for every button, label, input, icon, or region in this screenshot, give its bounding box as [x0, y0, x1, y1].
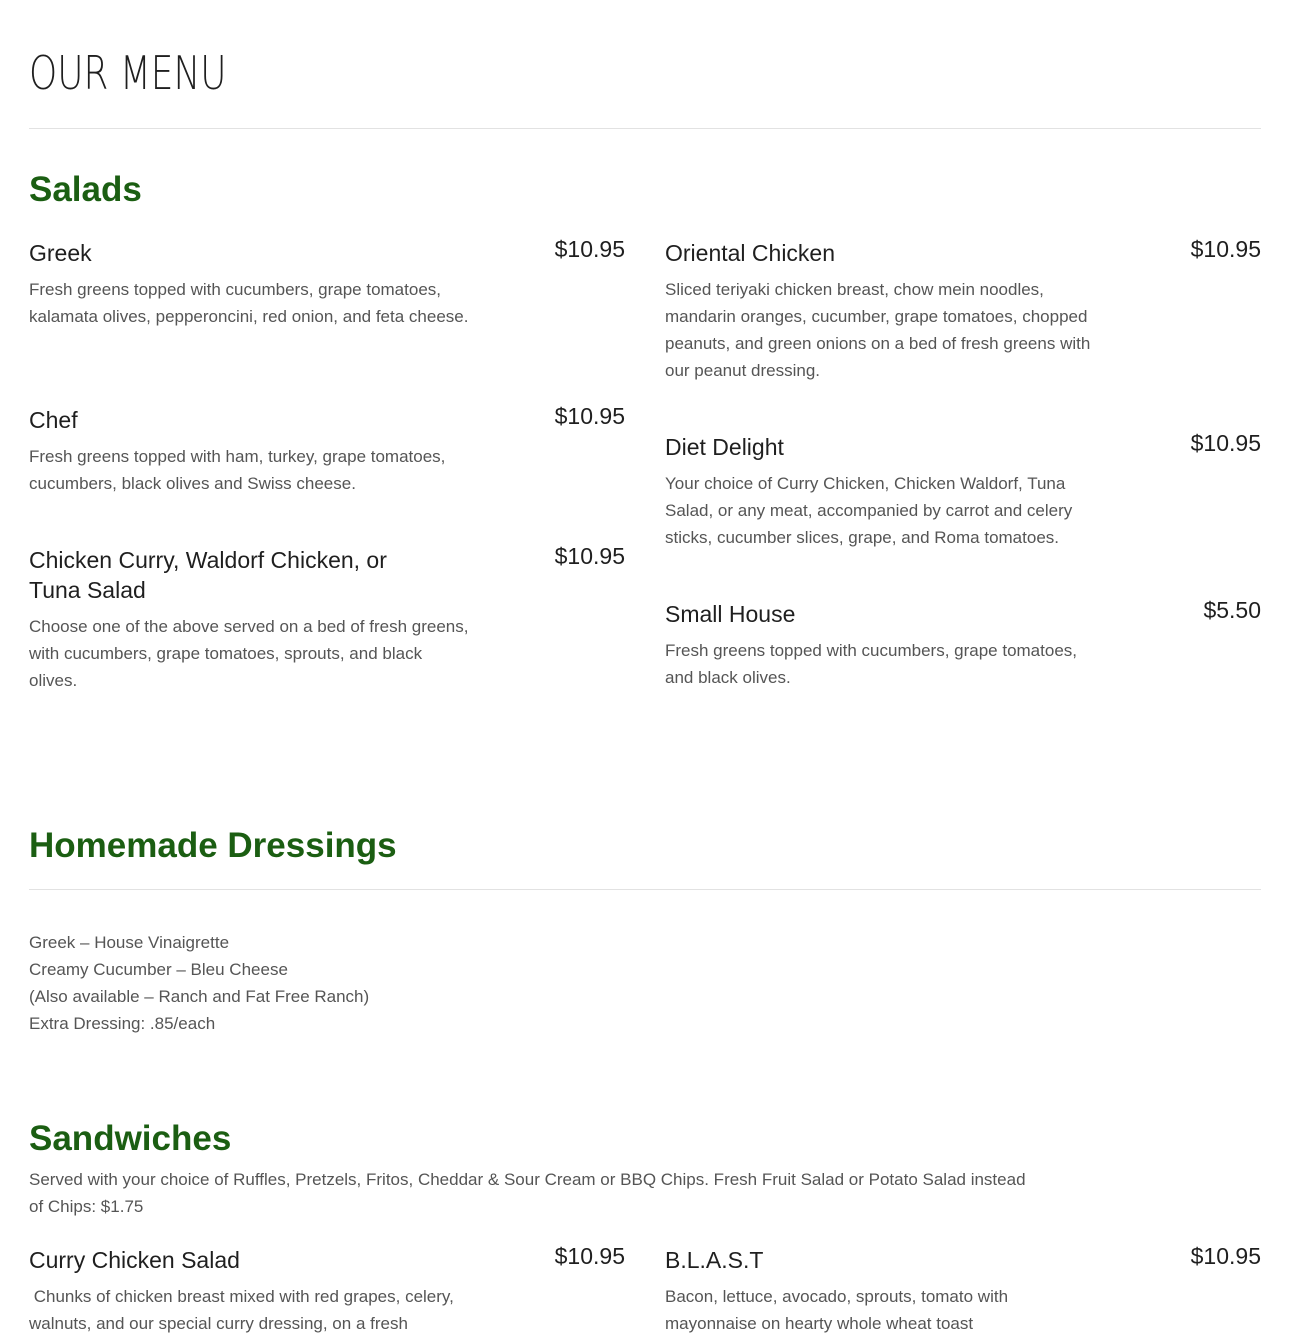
item-price: $10.95	[554, 236, 625, 262]
dressings-list	[29, 929, 369, 1037]
sandwiches-intro: Served with your choice of Ruffles, Pretzels, Fritos, Cheddar & Sour Cream or BBQ Chips. Fresh Fruit Salad or Potato Salad instead of Chips: $1.75	[29, 1170, 1026, 1216]
item-description: Choose one of the above served on a bed of fresh greens, with cucumbers, grape tomatoes, sprouts, and black olives.	[29, 617, 469, 690]
dressing-line: (Also available – Ranch and Fat Free Ranch)	[29, 987, 370, 1006]
sandwiches-heading: Sandwiches	[29, 1119, 232, 1158]
item-price: $10.95	[1190, 236, 1261, 262]
menu-item-small-house	[665, 599, 1261, 691]
item-description: Fresh greens topped with cucumbers, grape tomatoes, kalamata olives, pepperoncini, red onion, and feta cheese.	[29, 280, 469, 326]
dressing-line: Greek – House Vinaigrette	[29, 933, 230, 952]
menu-item-diet-delight	[665, 432, 1261, 551]
item-name: Chef	[29, 407, 78, 433]
item-description: Your choice of Curry Chicken, Chicken Waldorf, Tuna Salad, or any meat, accompanied by carrot and celery sticks, cucumber slices, grape, and Roma tomatoes.	[665, 474, 1073, 547]
item-name: Oriental Chicken	[665, 240, 836, 266]
item-name: Curry Chicken Salad	[29, 1247, 240, 1273]
item-description: Fresh greens topped with ham, turkey, grape tomatoes, cucumbers, black olives and Swiss cheese.	[29, 447, 446, 493]
title-divider	[29, 128, 1261, 129]
dressing-line: Extra Dressing: .85/each	[29, 1014, 216, 1033]
menu-item-greek	[29, 238, 625, 330]
salads-heading: Salads	[29, 170, 142, 209]
item-description: Fresh greens topped with cucumbers, grape tomatoes, and black olives.	[665, 641, 1077, 687]
page-title: OUR MENU	[29, 46, 227, 100]
dressings-divider	[29, 889, 1261, 890]
item-description: Chunks of chicken breast mixed with red grapes, celery, walnuts, and our special curry dressing, on a fresh	[29, 1287, 459, 1333]
menu-item-blast	[665, 1245, 1261, 1337]
menu-item-chef	[29, 405, 625, 497]
item-price: $10.95	[1190, 1243, 1261, 1269]
item-price: $10.95	[554, 1243, 625, 1269]
item-price: $10.95	[1190, 430, 1261, 456]
dressings-heading: Homemade Dressings	[29, 826, 397, 865]
item-name: B.L.A.S.T	[665, 1247, 764, 1273]
item-name: Greek	[29, 240, 92, 266]
item-price: $10.95	[554, 403, 625, 429]
item-name: Diet Delight	[665, 434, 784, 460]
item-name: Small House	[665, 601, 796, 627]
item-description: Sliced teriyaki chicken breast, chow mein noodles, mandarin oranges, cucumber, grape tomatoes, chopped peanuts, and green onions on a bed of fresh greens with our peanut dressing.	[665, 280, 1091, 380]
menu-item-chicken-curry	[29, 545, 625, 694]
item-price: $5.50	[1203, 597, 1261, 623]
menu-item-oriental-chicken	[665, 238, 1261, 384]
item-description: Bacon, lettuce, avocado, sprouts, tomato with mayonnaise on hearty whole wheat toast	[665, 1287, 1009, 1333]
dressing-line: Creamy Cucumber – Bleu Cheese	[29, 960, 288, 979]
item-name: Chicken Curry, Waldorf Chicken, or Tuna Salad	[29, 547, 387, 603]
menu-item-curry-chicken-salad	[29, 1245, 625, 1337]
item-price: $10.95	[554, 543, 625, 569]
